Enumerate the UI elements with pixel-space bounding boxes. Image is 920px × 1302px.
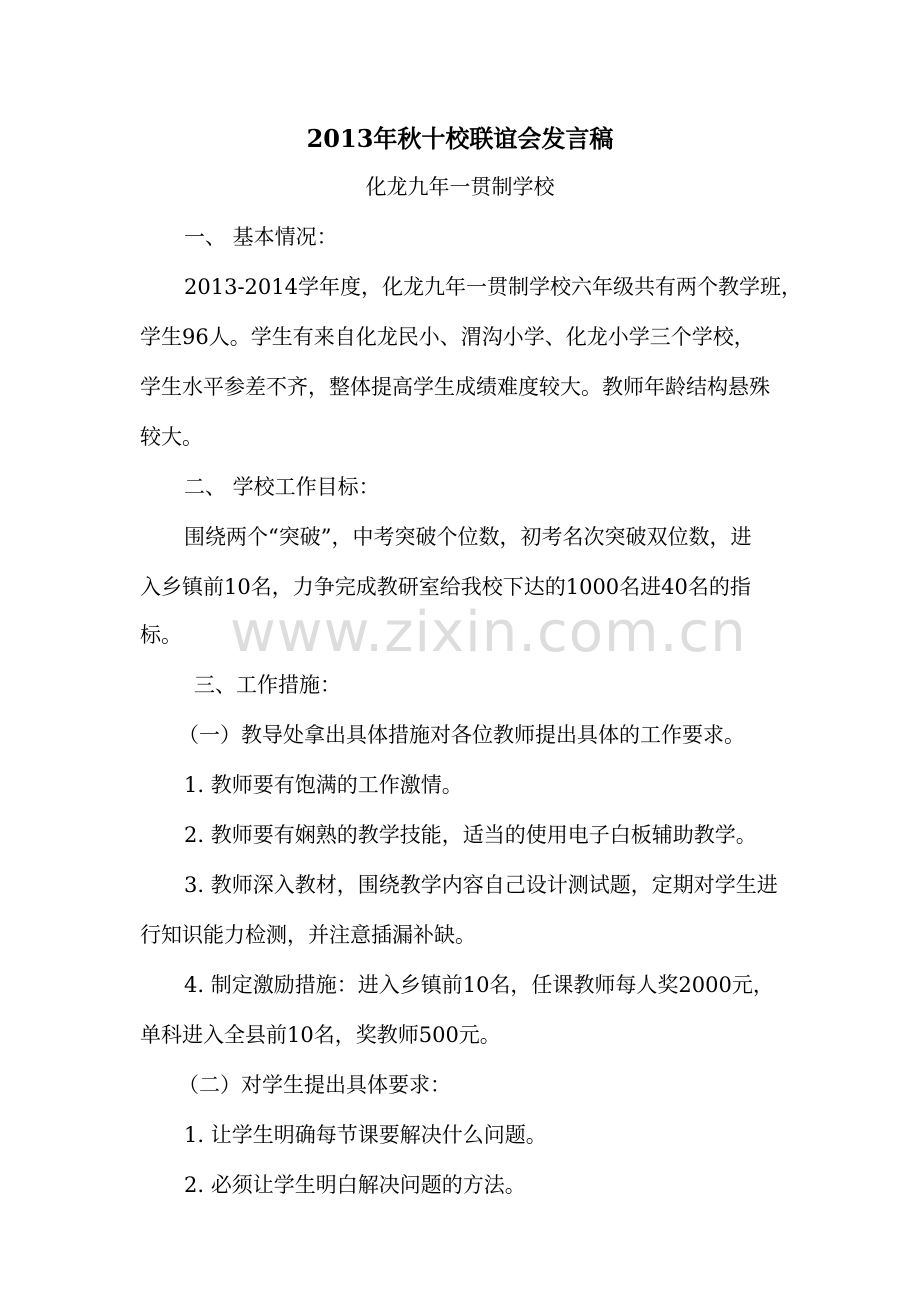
watermark: www.zixin.com.cn: [230, 600, 747, 665]
document-title: 2013年秋十校联谊会发言稿: [306, 124, 614, 153]
school-name: 化龙九年一贯制学校: [365, 175, 555, 199]
list-item: 1. 教师要有饱满的工作激情。: [184, 773, 463, 797]
list-item: 2. 必须让学生明白解决问题的方法。: [184, 1173, 526, 1197]
paragraph-line: 围绕两个“突破”，中考突破个位数，初考名次突破双位数，进: [184, 525, 752, 549]
paragraph-line: 较大。: [140, 425, 203, 449]
paragraph-line: 学生96人。学生有来自化龙民小、渭沟小学、化龙小学三个学校，: [140, 325, 755, 349]
list-item: 4. 制定激励措施：进入乡镇前10名，任课教师每人奖2000元，: [184, 973, 774, 997]
subsection-heading-2: （二）对学生提出具体要求：: [178, 1073, 451, 1097]
section-heading-1: 一、 基本情况：: [184, 225, 338, 249]
list-item-continuation: 行知识能力检测，并注意插漏补缺。: [140, 923, 476, 947]
list-item-continuation: 单科进入全县前10名，奖教师500元。: [140, 1023, 501, 1047]
section-heading-2: 二、 学校工作目标：: [184, 475, 380, 499]
section-heading-3: 三、工作措施：: [194, 673, 341, 697]
list-item: 1. 让学生明确每节课要解决什么问题。: [184, 1123, 547, 1147]
list-item: 3. 教师深入教材，围绕教学内容自己设计测试题，定期对学生进: [184, 873, 778, 897]
subsection-heading-1: （一）教导处拿出具体措施对各位教师提出具体的工作要求。: [178, 723, 745, 747]
paragraph-line: 2013-2014学年度，化龙九年一贯制学校六年级共有两个教学班，: [184, 275, 802, 299]
paragraph-line: 入乡镇前10名，力争完成教研室给我校下达的1000名进40名的指: [140, 575, 751, 599]
paragraph-line: 标。: [140, 623, 182, 647]
list-item: 2. 教师要有娴熟的教学技能，适当的使用电子白板辅助教学。: [184, 823, 757, 847]
paragraph-line: 学生水平参差不齐，整体提高学生成绩难度较大。教师年龄结构悬殊: [140, 375, 770, 399]
